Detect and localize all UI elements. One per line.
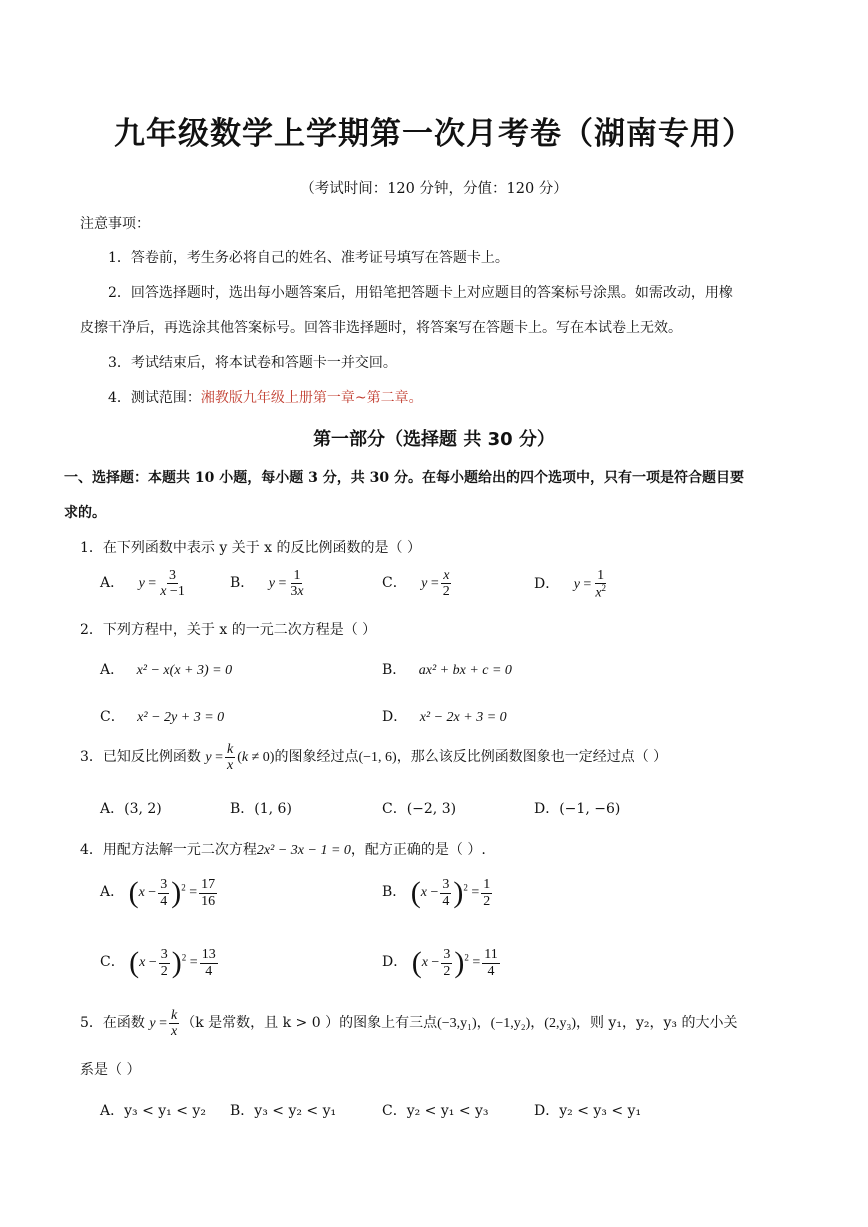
q1-option-d: D． y = $\frac{1}{x^2}$ bbox=[534, 568, 607, 602]
q3-option-a: A．(3, 2) bbox=[100, 801, 162, 817]
notice-item-4 bbox=[108, 387, 423, 407]
q2-a-expr: x² − x(x + 3) = 0 bbox=[136, 663, 233, 678]
notice-item-2-line1: 2．回答选择题时，选出每小题答案后，用铅笔把答题卡上对应题目的答案标号涂黑。如需改动，用橡 bbox=[108, 285, 733, 301]
q5-stem-cond: （k 是常数，且 k > 0 ）的图象上有三点 bbox=[181, 1015, 438, 1032]
exam-info: （考试时间：120 分钟，分值：120 分） bbox=[300, 181, 568, 197]
section-title: 第一部分（选择题 共 30 分） bbox=[313, 429, 555, 450]
q3-option-b: B．(1, 6) bbox=[230, 801, 292, 817]
q2-b-expr: ax² + bx + c = 0 bbox=[418, 663, 512, 678]
q3-stem-suffix: ，那么该反比例函数图象也一定经过点（ ） bbox=[396, 749, 668, 766]
q3-stem-middle: 的图象经过点 bbox=[274, 749, 359, 766]
q4-b-label: B． bbox=[382, 884, 407, 901]
q4-a-label: A． bbox=[100, 884, 125, 901]
q3-stem: 3．已知反比例函数 y = $\frac{k}{x}$ (k ≠ 0)的图象经过点(−1, 6)，那么该反比例函数图象也一定经过点（ ） bbox=[80, 742, 668, 774]
notice-item-4-prefix: 4．测试范围： bbox=[108, 390, 201, 406]
q2-a-label: A． bbox=[100, 662, 125, 678]
q1-stem: 1．在下列函数中表示 y 关于 x 的反比例函数的是（ ） bbox=[80, 540, 421, 556]
q5-option-b: B．y₃ < y₂ < y₁ bbox=[230, 1103, 337, 1119]
q4-stem bbox=[80, 839, 486, 859]
q3-stem-prefix: 3．已知反比例函数 bbox=[80, 749, 201, 766]
q1-option-b: B． y = $\frac{1}{3x}$ bbox=[230, 568, 304, 600]
notice-item-1: 1．答卷前，考生务必将自己的姓名、准考证号填写在答题卡上。 bbox=[108, 250, 509, 266]
q4-option-b: B． (x − $\frac{3}{4}$ )$^2$ = $\frac{1}{2}$ bbox=[382, 876, 491, 909]
q2-d-label: D． bbox=[382, 709, 408, 725]
q5-stem: 5．在函数 y = $\frac{k}{x}$ （k 是常数，且 k > 0 ）的图象上有三点(−3,y₁)，(−1,y₂)，(2,y₃)，则 y₁，y₂，y₃ 的大小关 bbox=[80, 1008, 738, 1040]
q5-option-d: D．y₂ < y₃ < y₁ bbox=[534, 1103, 642, 1119]
q3-stem-point: (−1, 6) bbox=[358, 750, 397, 766]
q1-d-label: D． bbox=[534, 575, 560, 592]
page-title: 九年级数学上学期第一次月考卷（湖南专用） bbox=[114, 116, 754, 152]
q2-option-c bbox=[100, 706, 224, 726]
q2-b-label: B． bbox=[382, 662, 407, 678]
q1-a-label: A． bbox=[100, 575, 125, 592]
q2-c-expr: x² − 2y + 3 = 0 bbox=[137, 710, 225, 725]
q4-d-label: D． bbox=[382, 954, 408, 971]
section-instruction-line2: 求的。 bbox=[64, 505, 106, 521]
q5-stem-prefix: 5．在函数 bbox=[80, 1015, 145, 1032]
q1-option-a: A． y = $\frac{3}{x -1}$ bbox=[100, 568, 185, 600]
q4-option-d: D． (x − $\frac{3}{2}$ )$^2$ = $\frac{11}{4}$ bbox=[382, 946, 498, 979]
notice-heading: 注意事项： bbox=[80, 216, 150, 232]
q5-option-a: A．y₃ < y₁ < y₂ bbox=[100, 1103, 206, 1119]
q3-option-c: C．(−2, 3) bbox=[382, 801, 457, 817]
q5-stem-line2: 系是（ ） bbox=[80, 1062, 141, 1078]
q4-c-label: C． bbox=[100, 954, 125, 971]
q4-stem-suffix: ，配方正确的是（ ）. bbox=[350, 842, 486, 858]
q3-option-d: D．(−1, −6) bbox=[534, 801, 621, 817]
q2-c-label: C． bbox=[100, 709, 125, 725]
q1-c-label: C． bbox=[382, 575, 407, 592]
notice-item-4-scope: 湘教版九年级上册第一章~第二章。 bbox=[200, 390, 423, 406]
q4-option-c: C． (x − $\frac{3}{2}$ )$^2$ = $\frac{13}{4}$ bbox=[100, 946, 216, 979]
notice-item-2-line2: 皮擦干净后，再选涂其他答案标号。回答非选择题时，将答案写在答题卡上。写在本试卷上无效。 bbox=[80, 320, 682, 336]
q5-stem-suffix: ，则 y₁，y₂，y₃ 的大小关 bbox=[575, 1015, 738, 1032]
notice-item-3: 3．考试结束后，将本试卷和答题卡一并交回。 bbox=[108, 355, 397, 371]
q2-d-expr: x² − 2x + 3 = 0 bbox=[419, 710, 507, 725]
q2-stem: 2．下列方程中，关于 x 的一元二次方程是（ ） bbox=[80, 622, 377, 638]
q5-stem-points: (−3,y₁)，(−1,y₂)，(2,y₃) bbox=[437, 1016, 576, 1032]
q5-option-c: C．y₂ < y₁ < y₃ bbox=[382, 1103, 489, 1119]
q4-option-a: A． (x − $\frac{3}{4}$ )$^2$ = $\frac{17}{16}$ bbox=[100, 876, 216, 909]
q2-option-d bbox=[382, 706, 507, 726]
q4-stem-eq: 2x² − 3x − 1 = 0 bbox=[256, 843, 351, 858]
q1-b-label: B． bbox=[230, 575, 255, 592]
q4-stem-prefix: 4．用配方法解一元二次方程 bbox=[80, 842, 257, 858]
q2-option-a bbox=[100, 659, 232, 679]
q1-option-c: C． y = $\frac{x}{2}$ bbox=[382, 568, 450, 600]
q2-option-b bbox=[382, 659, 512, 679]
section-instruction-line1: 一、选择题：本题共 10 小题，每小题 3 分，共 30 分。在每小题给出的四个选项中，只有一项是符合题目要 bbox=[64, 470, 744, 486]
